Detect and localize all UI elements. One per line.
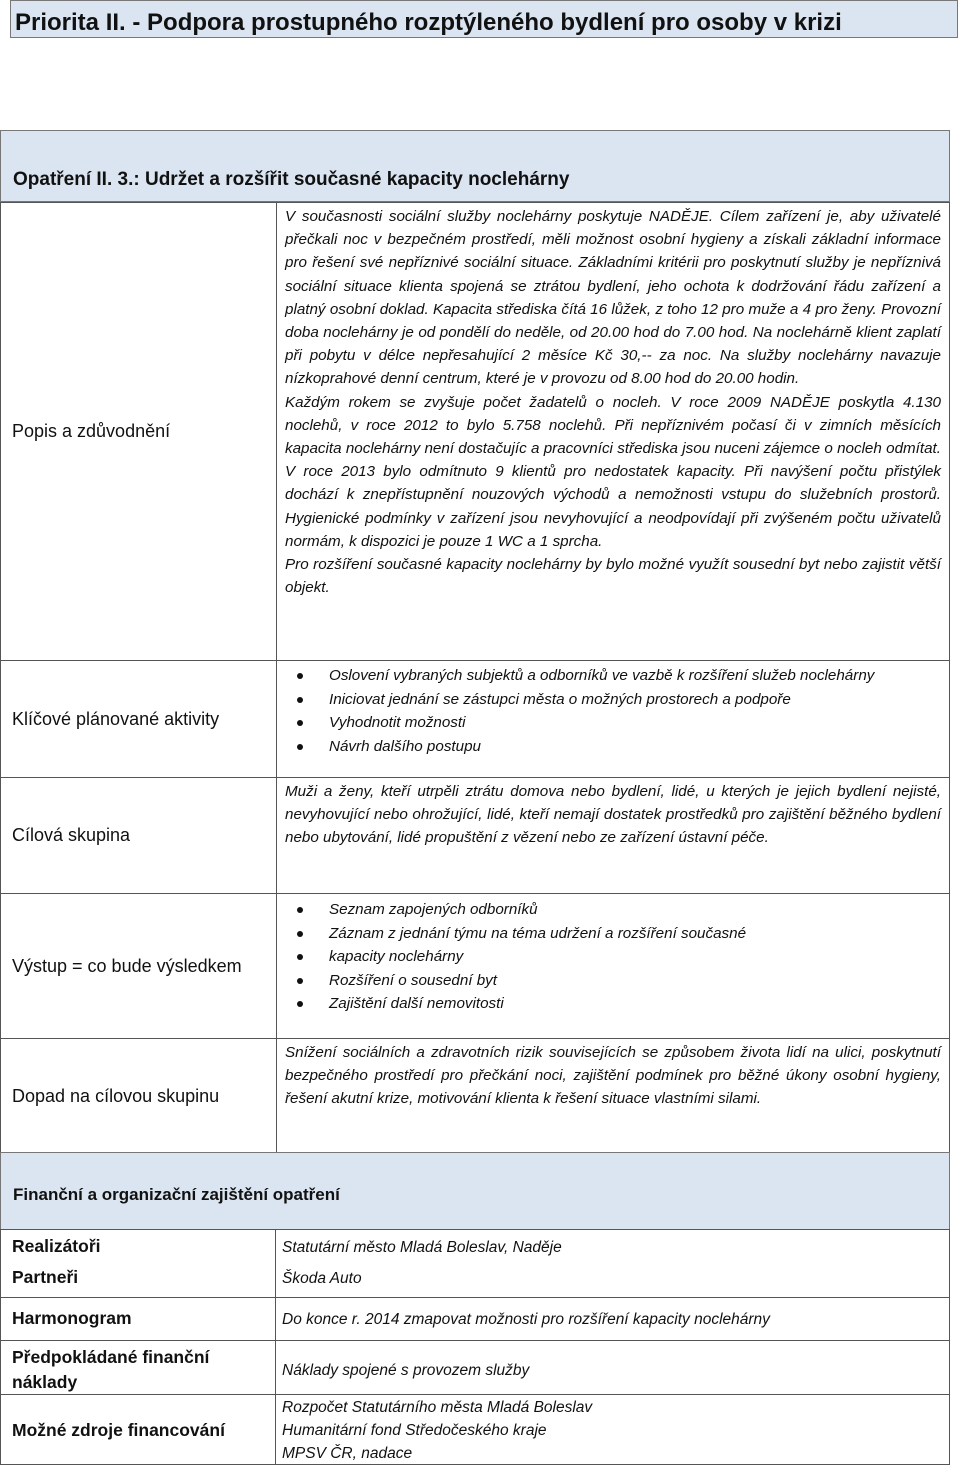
cilova-label: Cílová skupina [0, 777, 277, 894]
partneri-value: Škoda Auto [282, 1270, 362, 1287]
naklady-label-line1: Předpokládané finanční [12, 1347, 210, 1367]
naklady-label-line2: náklady [12, 1372, 78, 1392]
cilova-content: Muži a ženy, kteří utrpěli ztrátu domova nebo bydlení, lidé, u kterých je jejich bydlení nejisté, nevyhovující nebo ohrožující, lidé, kteří nemají dostatek prostředků pro zajištění běžného bydlení nebo ubytování, lidé propuštění z vězení nebo ze zařízení ústavní péče. [276, 777, 950, 894]
row-divider [0, 1297, 950, 1298]
list-item: Vyhodnotit možnosti [277, 711, 949, 735]
popis-label: Popis a zdůvodnění [0, 202, 277, 661]
popis-content [276, 202, 950, 661]
dopad-content: Snížení sociálních a zdravotních rizik souvisejících se způsobem života lidí na ulici, poskytnutí bezpečného prostředí pro přečkání noci, zajištění podmínek pro běžné úkony osobní hygieny, řešení akutní krize, motivování klienta k řešení situace vlastními silami. [276, 1038, 950, 1154]
partneri-label: Partneři [12, 1267, 79, 1287]
finance-divider [275, 1229, 276, 1465]
harmonogram-value: Do konce r. 2014 zmapovat možnosti pro rozšíření kapacity noclehárny [282, 1311, 770, 1328]
zdroje-label: Možné zdroje financování [12, 1420, 225, 1440]
row-divider [0, 1340, 950, 1341]
realizatori-value: Statutární město Mladá Boleslav, Naděje [282, 1239, 562, 1256]
list-item: Seznam zapojených odborníků [277, 898, 949, 922]
vystup-list [277, 898, 949, 1016]
measure-header [0, 130, 950, 202]
list-item: kapacity noclehárny [277, 945, 949, 969]
list-item: Rozšíření o sousední byt [277, 969, 949, 993]
list-item: Iniciovat jednání se zástupci města o možných prostorech a podpoře [277, 688, 949, 712]
popis-paragraph: Pro rozšíření současné kapacity noclehárny by bylo možné využít sousední byt nebo zajistit větší objekt. [285, 556, 941, 597]
aktivity-content [276, 660, 950, 778]
list-item: Oslovení vybraných subjektů a odborníků ve vazbě k rozšíření služeb noclehárny [277, 664, 949, 688]
finance-header [0, 1152, 950, 1230]
priority-title: Priorita II. - Podpora prostupného rozptýleného bydlení pro osoby v krizi [10, 0, 958, 38]
zdroje-value: MPSV ČR, nadace [282, 1445, 413, 1462]
realizatori-label: Realizátoři [12, 1236, 101, 1256]
popis-paragraph: V současnosti sociální služby noclehárny poskytuje NADĚJE. Cílem zařízení je, aby uživatelé přečkali noc v bezpečném prostředí, měli možnost osobní hygieny a získali základní informace pro řešení své nepříznivé sociální situace. Základními kritérii pro poskytnutí služby je nepříznivá sociální situace klienta spojená se ztrátou bydlení, jeho ochota k dodržování řádu zařízení a platný osobní doklad. Kapacita střediska čítá 16 lůžek, z toho 12 pro muže a 4 pro ženy. Provozní doba noclehárny je od pondělí do neděle, od 20.00 hod do 7.00 hod. Na noclehárně klient zaplatí při pobytu v délce nepřesahující 2 měsíce Kč 30,-- za noc. Na služby noclehárny navazuje nízkoprahové denní centrum, které je v provozu od 8.00 hod do 20.00 hodin. [285, 208, 941, 388]
list-item: Záznam z jednání týmu na téma udržení a rozšíření současné [277, 922, 949, 946]
measure-title: Opatření II. 3.: Udržet a rozšířit současné kapacity noclehárny [13, 169, 570, 190]
finance-title: Finanční a organizační zajištění opatření [13, 1185, 340, 1204]
aktivity-list [277, 664, 949, 758]
zdroje-value: Rozpočet Statutárního města Mladá Boleslav [282, 1399, 593, 1416]
list-item: Zajištění další nemovitosti [277, 992, 949, 1016]
aktivity-label: Klíčové plánované aktivity [0, 660, 277, 778]
vystup-label: Výstup = co bude výsledkem [0, 893, 277, 1039]
zdroje-value: Humanitární fond Středočeského kraje [282, 1422, 547, 1439]
popis-paragraph: Každým rokem se zvyšuje počet žadatelů o nocleh. V roce 2009 NADĚJE poskytla 4.130 noclehů, v roce 2012 to bylo 5.758 noclehů. Při nepříznivém počasí či v zimních měsících kapacita noclehárny není dostačujíc a pracovníci střediska jsou nuceni zájemce o nocleh odmítat. V roce 2013 bylo odmítnuto 9 klientů pro nedostatek kapacity. Při navýšení počtu přistýlek dochází k znepřístupnění nouzových východů a nemožnosti vstupu do služebních prostorů. Hygienické podmínky v zařízení jsou nevyhovující a neodpovídají při zvýšeném počtu uživatelů normám, k dispozici je pouze 1 WC a 1 sprcha. [285, 393, 941, 550]
naklady-value: Náklady spojené s provozem služby [282, 1362, 530, 1379]
row-divider [0, 1394, 950, 1395]
list-item: Návrh dalšího postupu [277, 735, 949, 759]
vystup-content [276, 893, 950, 1039]
harmonogram-label: Harmonogram [12, 1308, 132, 1328]
dopad-label: Dopad na cílovou skupinu [0, 1038, 277, 1154]
